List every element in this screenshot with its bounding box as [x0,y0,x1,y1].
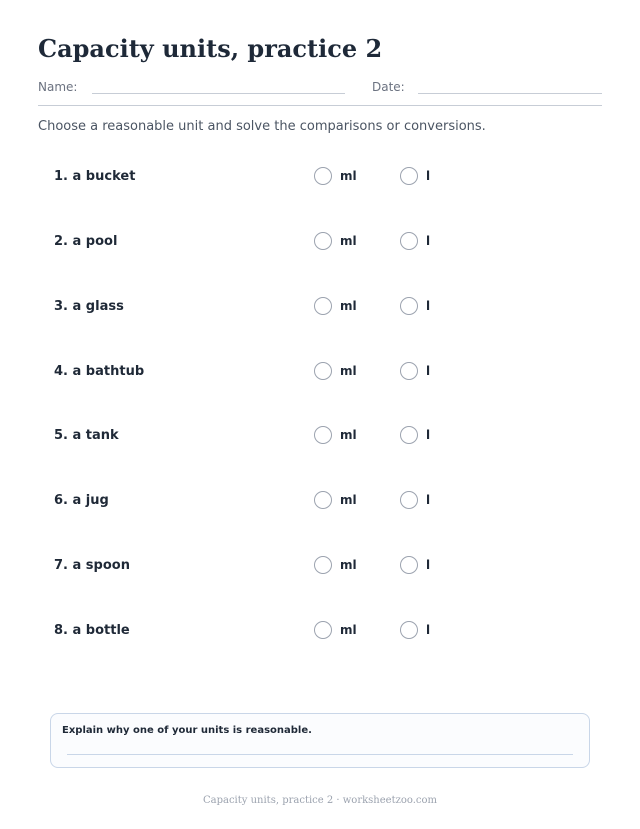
question-item [54,361,454,385]
question-item [54,555,454,579]
option-label: l [426,234,431,248]
explain-answer-line[interactable] [67,754,573,755]
radio-button[interactable] [400,297,418,315]
option-label: ml [340,428,357,442]
name-field[interactable] [92,93,345,94]
explain-box [50,713,590,768]
question-item [54,620,454,644]
radio-button[interactable] [400,556,418,574]
option-label: l [426,364,431,378]
option-label: ml [340,364,357,378]
option-label: l [426,299,431,313]
question-item [54,425,454,449]
option-label: ml [340,493,357,507]
radio-button[interactable] [314,167,332,185]
radio-button[interactable] [400,491,418,509]
question-item [54,490,454,514]
instructions: Choose a reasonable unit and solve the comparisons or conversions. [38,119,486,134]
radio-button[interactable] [400,362,418,380]
option-label: ml [340,234,357,248]
option-label: l [426,558,431,572]
question-item [54,296,454,320]
page-footer: Capacity units, practice 2 · worksheetzoo.com [202,795,438,806]
question-label: 8. a bottle [54,623,130,638]
radio-button[interactable] [314,362,332,380]
question-item [54,166,454,190]
header-divider [38,105,602,106]
option-label: l [426,493,431,507]
option-label: l [426,623,431,637]
page-title: Capacity units, practice 2 [38,34,383,63]
question-label: 3. a glass [54,299,124,314]
radio-button[interactable] [314,556,332,574]
date-field[interactable] [418,93,602,94]
radio-button[interactable] [314,491,332,509]
radio-button[interactable] [400,167,418,185]
option-label: ml [340,558,357,572]
question-label: 2. a pool [54,234,118,249]
radio-button[interactable] [314,297,332,315]
radio-button[interactable] [400,426,418,444]
question-label: 6. a jug [54,493,109,508]
radio-button[interactable] [400,621,418,639]
question-label: 7. a spoon [54,558,130,573]
question-label: 5. a tank [54,428,119,443]
option-label: ml [340,623,357,637]
explain-prompt: Explain why one of your units is reasonable. [62,725,312,736]
date-label: Date: [372,80,405,94]
question-label: 4. a bathtub [54,364,145,379]
option-label: ml [340,299,357,313]
radio-button[interactable] [314,621,332,639]
question-label: 1. a bucket [54,169,136,184]
question-item [54,231,454,255]
radio-button[interactable] [400,232,418,250]
option-label: l [426,169,431,183]
name-label: Name: [38,80,78,94]
radio-button[interactable] [314,232,332,250]
radio-button[interactable] [314,426,332,444]
option-label: ml [340,169,357,183]
option-label: l [426,428,431,442]
name-date-row [38,80,602,96]
